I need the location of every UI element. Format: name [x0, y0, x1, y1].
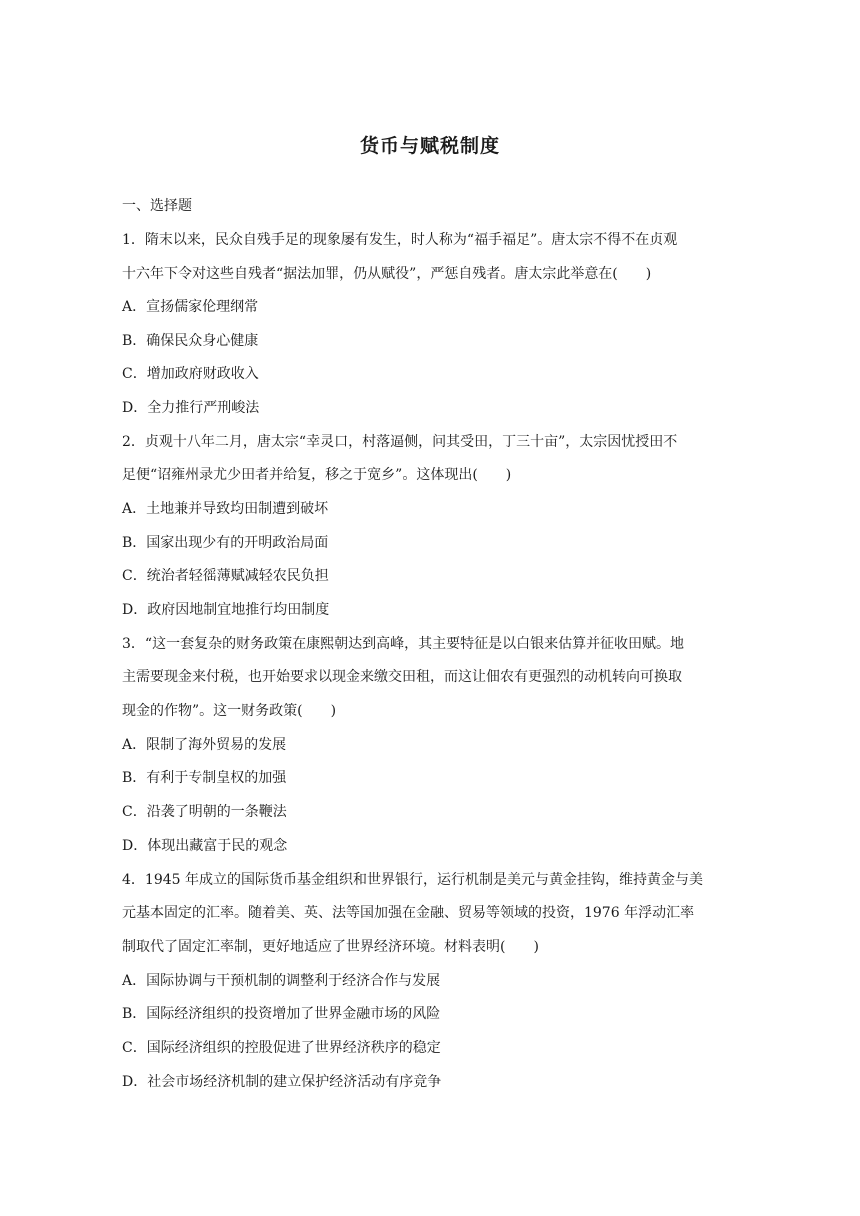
- question-2-option-b: B．国家出现少有的开明政治局面: [122, 535, 329, 551]
- question-4-option-a: A．国际协调与干预机制的调整利于经济合作与发展: [122, 973, 441, 989]
- question-1-option-a: A．宣扬儒家伦理纲常: [122, 299, 259, 315]
- question-3-stem-line-3: 现金的作物”。这一财务政策( ): [122, 703, 337, 719]
- question-1-option-c: C．增加政府财政收入: [122, 366, 259, 382]
- question-2-stem-line-2: 足便“诏雍州录尤少田者并给复，移之于宽乡”。这体现出( ): [122, 467, 512, 483]
- question-1-option-d: D．全力推行严刑峻法: [122, 400, 260, 416]
- question-2-stem-line-1: 2．贞观十八年二月，唐太宗“幸灵口，村落逼侧，问其受田，丁三十亩”，太宗因忧授田不: [122, 434, 678, 450]
- question-1-option-b: B．确保民众身心健康: [122, 333, 259, 349]
- question-1-stem-line-1: 1．隋末以来，民众自残手足的现象屡有发生，时人称为“福手福足”。唐太宗不得不在贞观: [122, 232, 678, 248]
- question-1-stem-line-2: 十六年下令对这些自残者“据法加罪，仍从赋役”，严惩自残者。唐太宗此举意在( ): [122, 266, 652, 282]
- question-3-option-b: B．有利于专制皇权的加强: [122, 770, 287, 786]
- document-title: 货币与赋税制度: [359, 135, 500, 157]
- question-3-option-d: D．体现出藏富于民的观念: [122, 838, 288, 854]
- question-4-option-b: B．国际经济组织的投资增加了世界金融市场的风险: [122, 1006, 441, 1022]
- question-3-option-a: A．限制了海外贸易的发展: [122, 737, 287, 753]
- question-3-stem-line-1: 3．“这一套复杂的财务政策在康熙朝达到高峰，其主要特征是以白银来估算并征收田赋。地: [122, 636, 685, 652]
- question-2-option-d: D．政府因地制宜地推行均田制度: [122, 602, 330, 618]
- section-heading: 一、选择题: [122, 198, 192, 214]
- question-3-option-c: C．沿袭了明朝的一条鞭法: [122, 804, 287, 820]
- question-4-stem-line-1: 4．1945 年成立的国际货币基金组织和世界银行，运行机制是美元与黄金挂钩，维持黄金与美: [122, 872, 703, 888]
- question-2-option-c: C．统治者轻徭薄赋减轻农民负担: [122, 568, 329, 584]
- question-4-option-c: C．国际经济组织的控股促进了世界经济秩序的稳定: [122, 1040, 441, 1056]
- question-4-option-d: D．社会市场经济机制的建立保护经济活动有序竞争: [122, 1074, 442, 1090]
- question-3-stem-line-2: 主需要现金来付税，也开始要求以现金来缴交田租，而这让佃农有更强烈的动机转向可换取: [122, 669, 682, 685]
- question-2-option-a: A．土地兼并导致均田制遭到破坏: [122, 501, 329, 517]
- question-4-stem-line-3: 制取代了固定汇率制，更好地适应了世界经济环境。材料表明( ): [122, 939, 539, 955]
- question-4-stem-line-2: 元基本固定的汇率。随着美、英、法等国加强在金融、贸易等领域的投资，1976 年浮动汇率: [122, 905, 695, 921]
